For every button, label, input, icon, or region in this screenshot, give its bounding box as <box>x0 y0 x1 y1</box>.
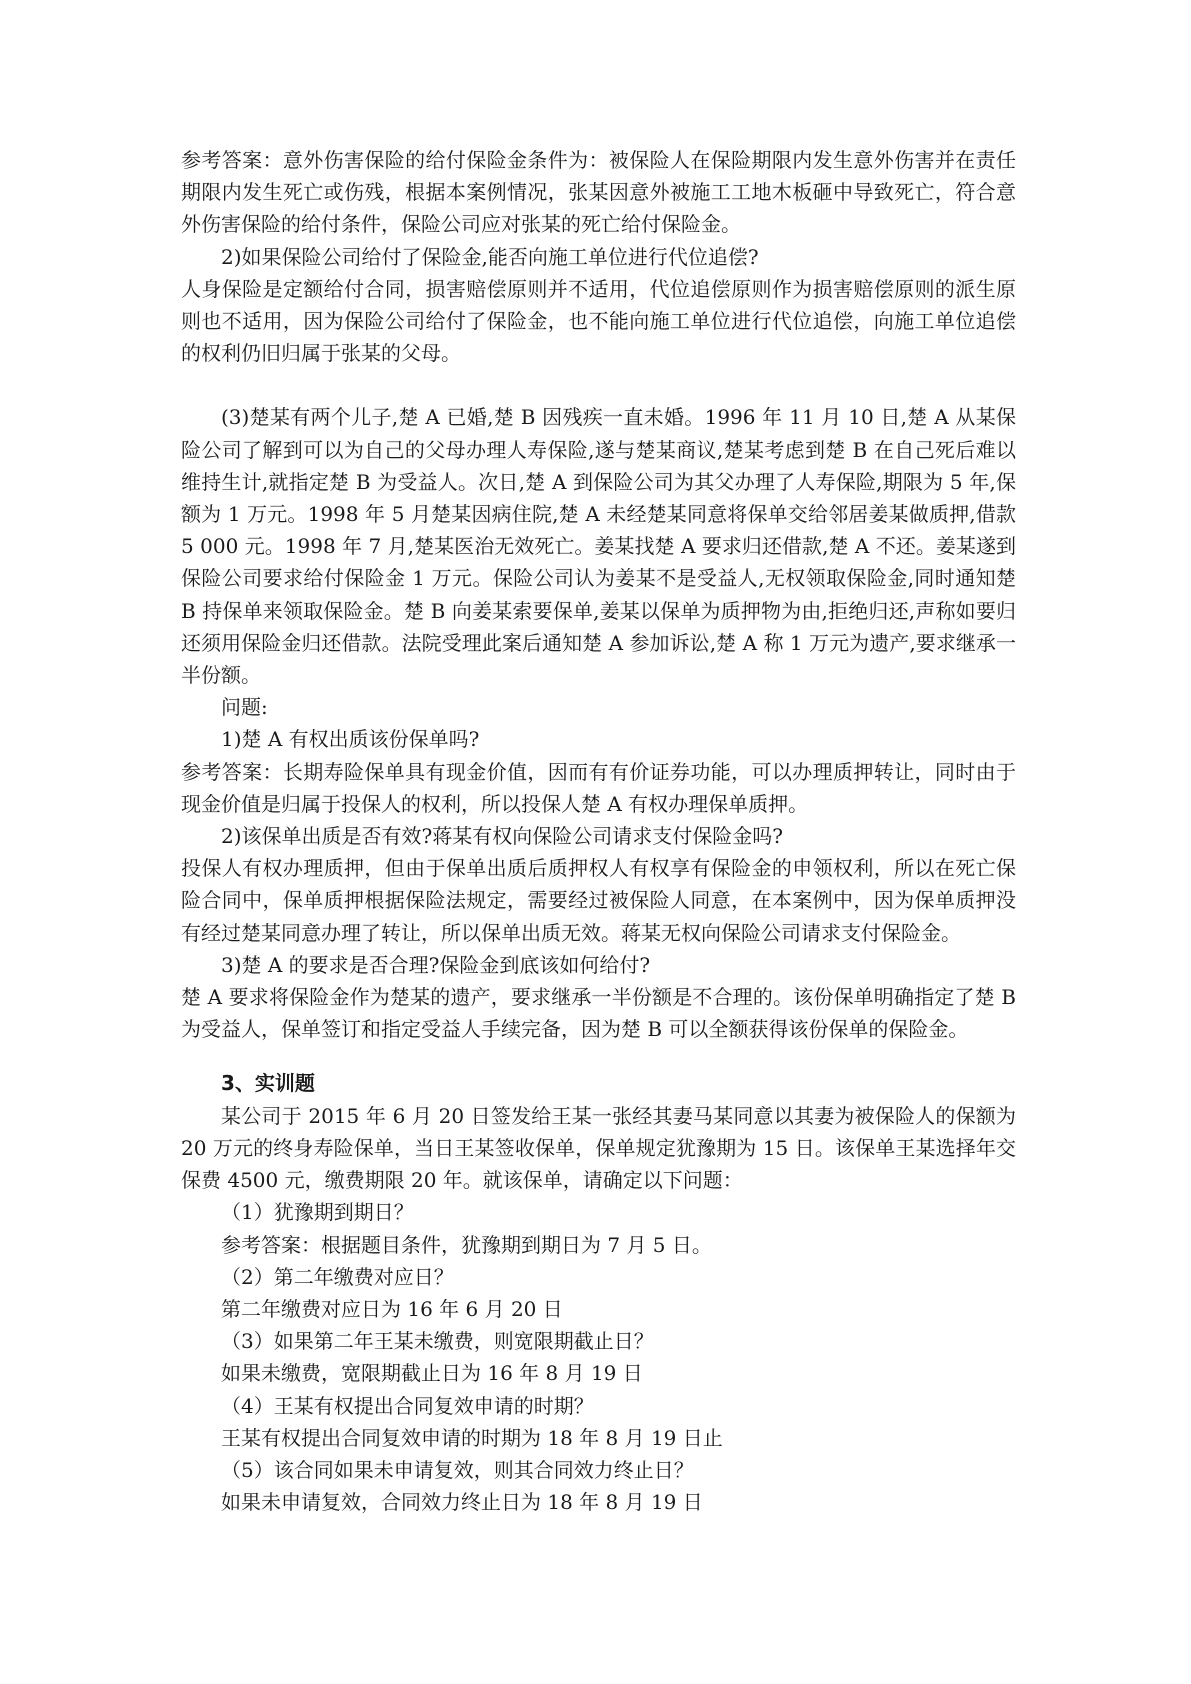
case3-answer3: 楚 A 要求将保险金作为楚某的遗产，要求继承一半份额是不合理的。该份保单明确指定了楚 B 为受益人，保单签订和指定受益人手续完备，因为楚 B 可以全额获得该份保单的保险金。 <box>181 985 1016 1042</box>
case3-answer2: 投保人有权办理质押，但由于保单出质后质押权人有权享有保险金的申领权利，所以在死亡保险合同中，保单质押根据保险法规定，需要经过被保险人同意，在本案例中，因为保单质押没有经过楚某同意办理了转让，所以保单出质无效。蒋某无权向保险公司请求支付保险金。 <box>181 856 1016 945</box>
training-scenario: 某公司于 2015 年 6 月 20 日签发给王某一张经其妻马某同意以其妻为被保险人的保额为 20 万元的终身寿险保单，当日王某签收保单，保单规定犹豫期为 15 日。该保单王某选择年交保费 4500 元，缴费期限 20 年。就该保单，请确定以下问题： <box>181 1103 1016 1193</box>
training-question3: （3）如果第二年王某未缴费，则宽限期截止日？ <box>221 1329 654 1354</box>
training-heading: 3、实训题 <box>221 1071 315 1096</box>
training-answer4: 王某有权提出合同复效申请的时期为 18 年 8 月 19 日止 <box>221 1425 723 1450</box>
case3-scenario: (3)楚某有两个儿子,楚 A 已婚,楚 B 因残疾一直未婚。1996 年 11 月 10 日,楚 A 从某保险公司了解到可以为自己的父母办理人寿保险,遂与楚某商议,楚某考虑到楚 B 在自己死后难以维持生计,就指定楚 B 为受益人。次日,楚 A 到保险公司为其父办理了人寿保险,期限为 5 年,保额为 1 万元。1998 年 5 月楚某因病住院,楚 A 未经楚某同意将保单交给邻居姜某做质押,借款 5 000 元。1998 年 7 月,楚某医治无效死亡。姜某找楚 A 要求归还借款,楚 A 不还。姜某遂到保险公司要求给付保险金 1 万元。保险公司认为姜某不是受益人,无权领取保险金,同时通知楚 B 持保单来领取保险金。楚 B 向姜某索要保单,姜某以保单为质押物为由,拒绝归还,声称如要归还须用保险金归还借款。法院受理此案后通知楚 A 参加诉讼,楚 A 称 1 万元为遗产,要求继承一半份额。 <box>181 405 1016 688</box>
case3-question1: 1)楚 A 有权出质该份保单吗? <box>221 727 480 752</box>
blank-line <box>181 369 1016 401</box>
training-answer1: 参考答案：根据题目条件，犹豫期到期日为 7 月 5 日。 <box>221 1232 712 1257</box>
training-question5: （5）该合同如果未申请复效，则其合同效力终止日？ <box>221 1457 694 1482</box>
case3-questions-label: 问题: <box>221 695 268 720</box>
case3-question2: 2)该保单出质是否有效?蒋某有权向保险公司请求支付保险金吗? <box>221 824 783 849</box>
case2-answer1: 参考答案：意外伤害保险的给付保险金条件为：被保险人在保险期限内发生意外伤害并在责任期限内发生死亡或伤残，根据本案例情况，张某因意外被施工工地木板砸中导致死亡，符合意外伤害保险的给付条件，保险公司应对张某的死亡给付保险金。 <box>181 148 1016 237</box>
training-answer5: 如果未申请复效，合同效力终止日为 18 年 8 月 19 日 <box>221 1490 703 1515</box>
case2-answer2: 人身保险是定额给付合同，损害赔偿原则并不适用，代位追偿原则作为损害赔偿原则的派生原则也不适用，因为保险公司给付了保险金，也不能向施工单位进行代位追偿，向施工单位追偿的权利仍旧归属于张某的父母。 <box>181 276 1016 366</box>
training-question4: （4）王某有权提出合同复效申请的时期？ <box>221 1393 594 1418</box>
training-question1: （1）犹豫期到期日？ <box>221 1200 414 1225</box>
document-page <box>181 144 1016 1518</box>
training-answer2: 第二年缴费对应日为 16 年 6 月 20 日 <box>221 1296 563 1321</box>
case3-question3: 3)楚 A 的要求是否合理?保险金到底该如何给付? <box>221 952 651 977</box>
blank-line <box>181 1045 1016 1067</box>
training-answer3: 如果未缴费，宽限期截止日为 16 年 8 月 19 日 <box>221 1361 643 1386</box>
training-question2: （2）第二年缴费对应日？ <box>221 1264 454 1289</box>
case3-answer1: 参考答案：长期寿险保单具有现金价值，因而有有价证券功能，可以办理质押转让，同时由于现金价值是归属于投保人的权利，所以投保人楚 A 有权办理保单质押。 <box>181 759 1016 816</box>
case2-question2: 2)如果保险公司给付了保险金,能否向施工单位进行代位追偿? <box>221 244 759 269</box>
